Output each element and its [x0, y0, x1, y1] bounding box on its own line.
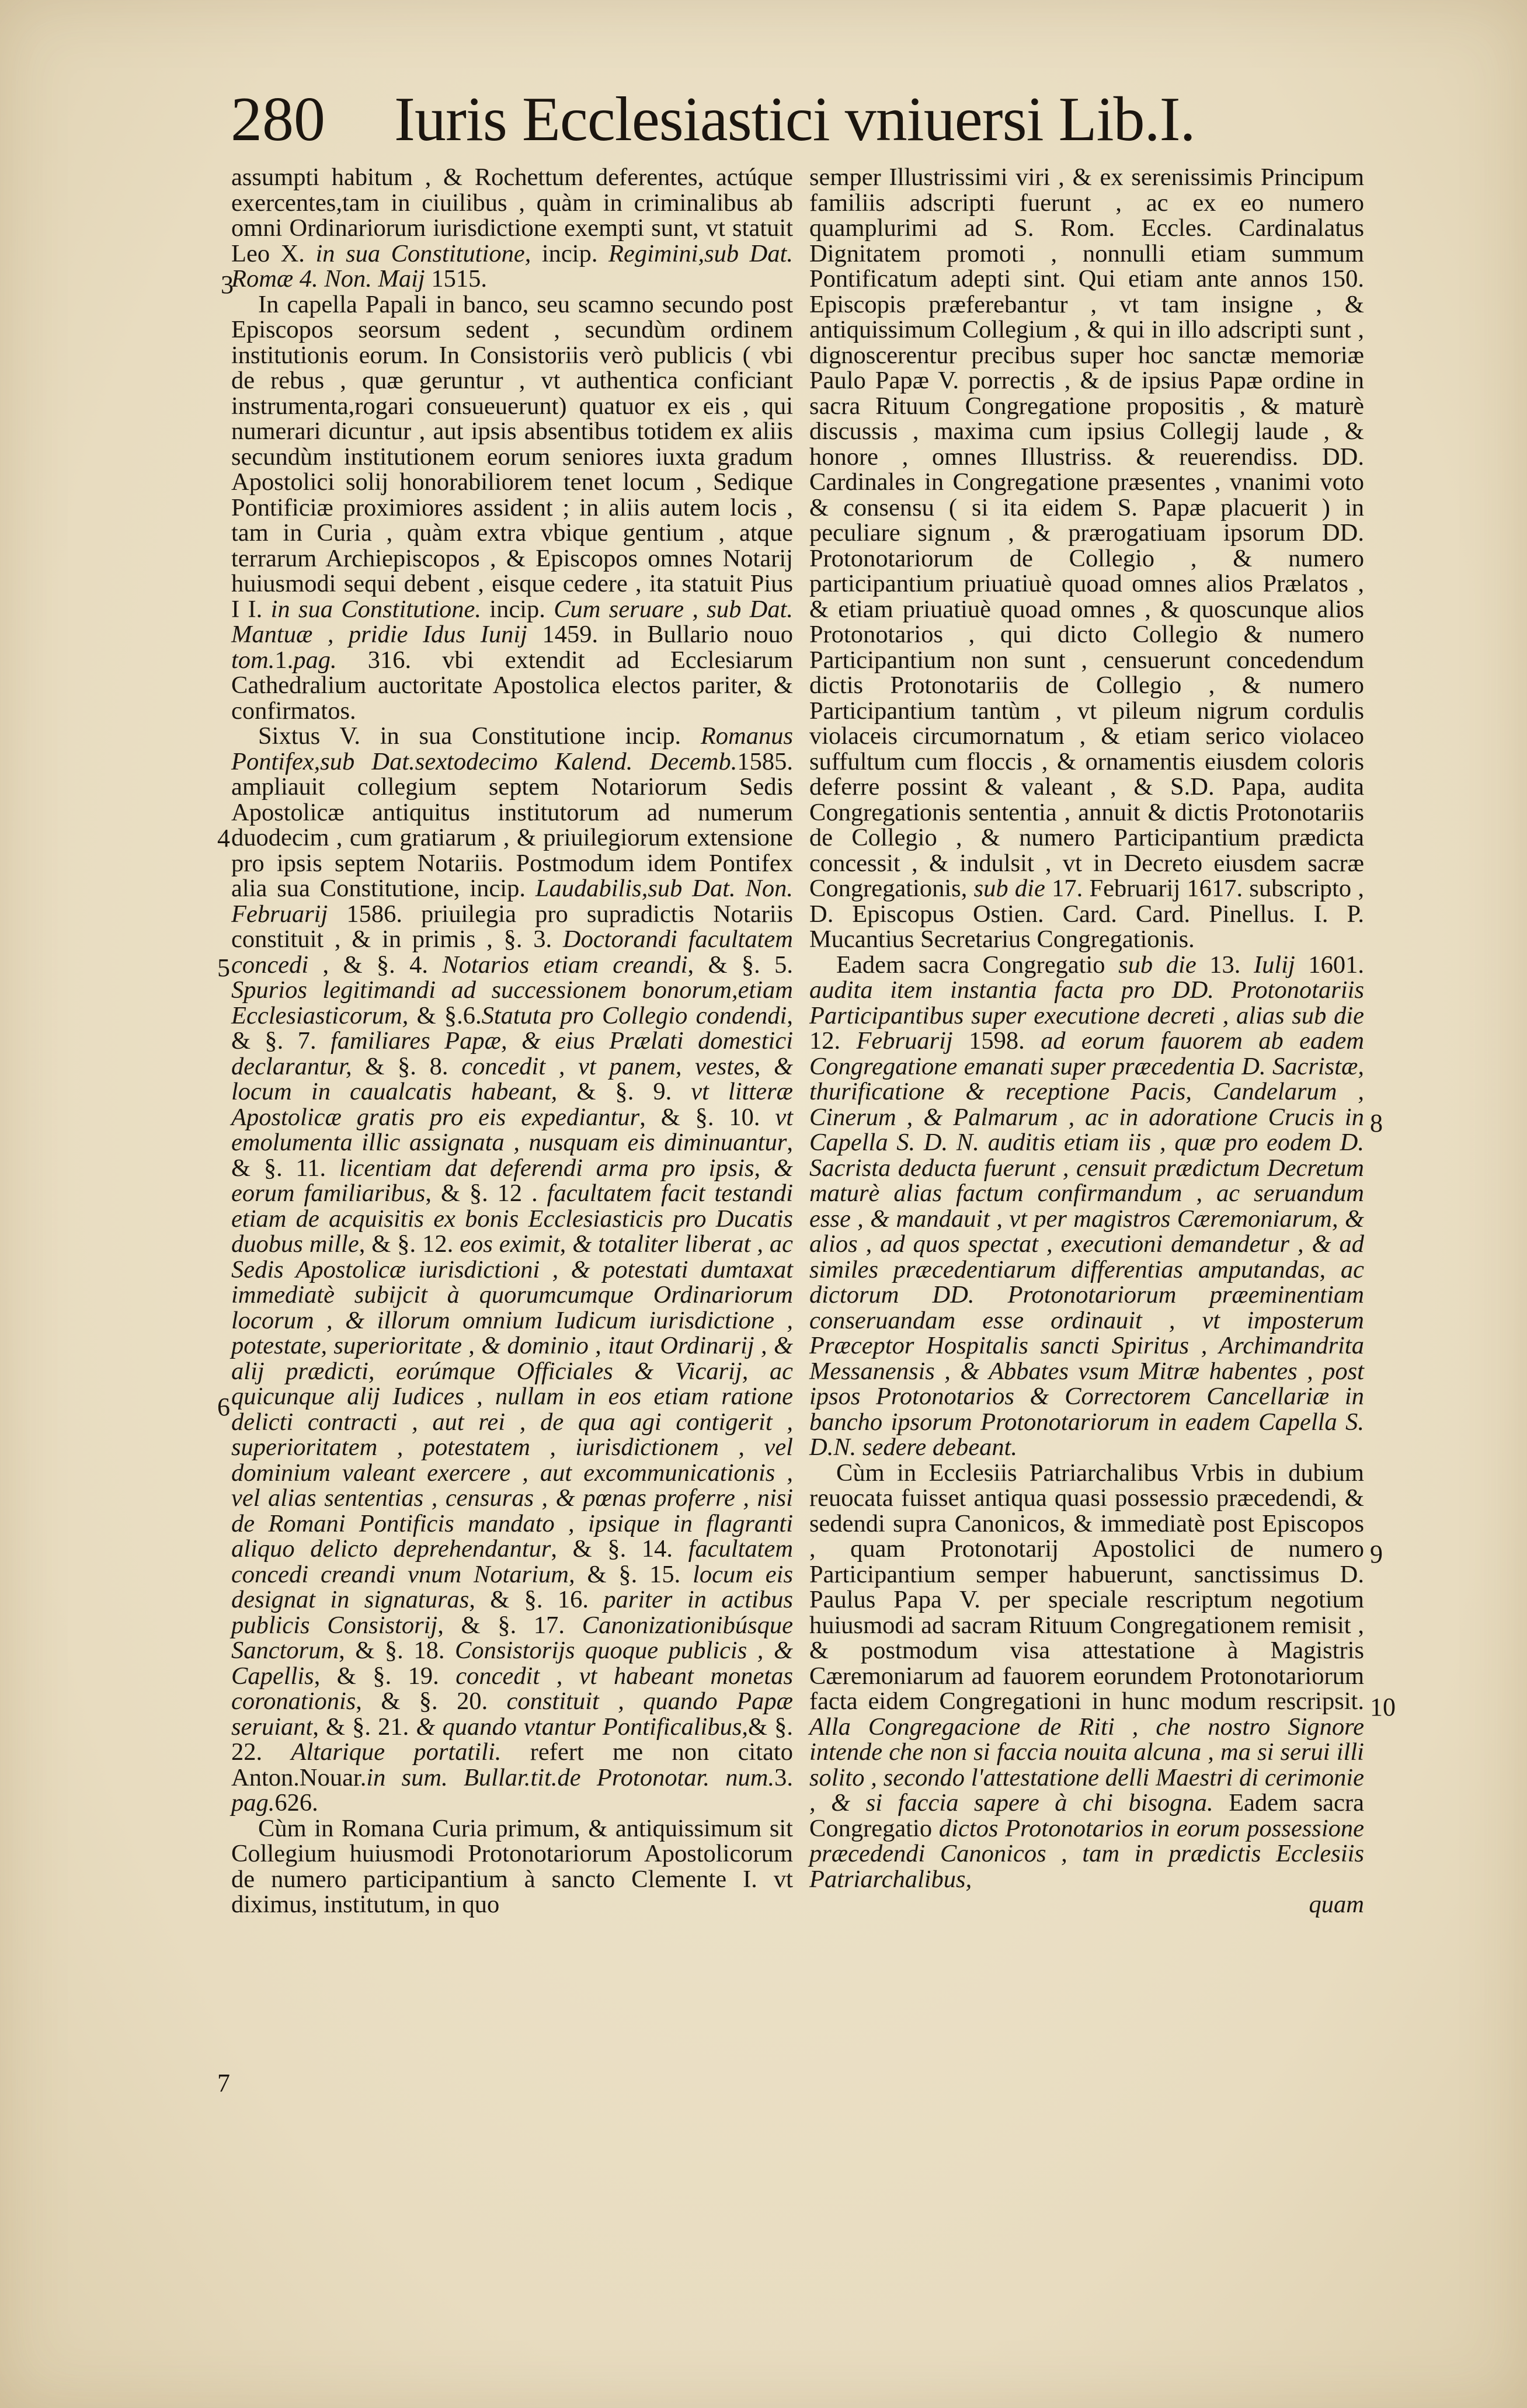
margin-number: 8 — [1370, 1109, 1383, 1137]
catchword: quam — [1309, 1891, 1364, 1918]
paragraph: assumpti habitum , & Rochettum deferentes, actúque exercentes,tam in ciuilibus , quàm in criminalibus ab omni Ordinariorum iurisdictione exempti sunt, vt statuit Leo X. in sua Constitutione, incip. Regimini,sub Dat. Romæ 4. Non. Maij 1515. — [231, 163, 794, 293]
paragraph: Cùm in Ecclesiis Patriarchalibus Vrbis in dubium reuocata fuisset antiqua quasi possessio præcedendi, & sedendi supra Canonicos, & immediatè post Episcopos , quam Protonotarij Apostolici de numero Participantium semper habuerunt, sanctissimus D. Paulus Papa V. per speciale rescriptum negotium huiusmodi ad sacram Rituum Congregationem remisit , & postmodum visa attestatione à Magistris Cæremoniarum ad fauorem eorundem Protonotariorum facta eidem Congregationi in hunc modum rescripsit. Alla Congregacione de Riti , che nostro Signore intende che non si faccia nouita alcuna , ma si serui illi solito , secondo l'attestatione delli Maestri di cerimonie , & si faccia sapere à chi bisogna. Eadem sacra Congregatio dictos Protonotarios in eorum possessione præcedendi Canonicos , tam in prædictis Ecclesiis Patriarchalibus, — [809, 1459, 1365, 1893]
paragraph: semper Illustrissimi viri , & ex serenissimis Principum familiis adscripti fuerunt , ac ex eo numero quamplurimi ad S. Rom. Eccles. Cardinalatus Dignitatem promoti , nonnulli etiam summum Pontificatum adepti sint. Qui etiam ante annos 150. Episcopis præferebantur , vt tam insigne , & antiquissimum Collegium , & qui in illo adscripti sunt , dignoscerentur precibus super hoc sanctæ memoriæ Paulo Papæ V. porrectis , & de ipsius Papæ ordine in sacra Rituum Congregatione propositis , & maturè discussis , maxima cum ipsius Collegij laude , & honore , omnes Illustriss. & reuerendiss. DD. Cardinales in Congregatione præsentes , vnanimi voto & consensu ( si ita eidem S. Papæ placuerit ) in peculiare signum , & prærogatiuam ipsorum DD. Protonotariorum de Collegio , & numero participantium priuatiuè quoad omnes alios Prælatos , & etiam priuatiuè quoad omnes , & quoscunque alios Protonotarios , qui dicto Collegio & numero Participantium non sunt , censuerunt concedendum dictis Protonotariis de Collegio , & numero Participantium tantùm , vt pileum nigrum cordulis violaceis circumornatum , & etiam serico violaceo suffultum cum floccis , & ornamentis eiusdem coloris deferre possint & valeant , & S.D. Papa, audita Congregationis sententia , annuit & dictis Protonotariis de Collegio , & numero Participantium prædicta concessit , & indulsit , vt in Decreto eiusdem sacræ Congregationis, sub die 17. Februarij 1617. subscripto , D. Episcopus Ostien. Card. Card. Pinellus. I. P. Mucantius Secretarius Congregationis. — [809, 163, 1365, 953]
margin-number: 7 — [217, 2069, 230, 2097]
page-header — [231, 82, 1311, 158]
running-title: Iuris Ecclesiastici vniuersi Lib.I. — [394, 85, 1195, 154]
margin-number: 4 — [217, 824, 230, 852]
margin-number: 5 — [217, 954, 230, 982]
margin-number: 9 — [1370, 1540, 1383, 1568]
margin-number: 10 — [1370, 1693, 1396, 1721]
right-column — [809, 165, 1364, 1918]
margin-number: 3 — [221, 270, 234, 299]
paragraph: In capella Papali in banco, seu scamno secundo post Episcopos seorsum sedent , secundùm ordinem institutionis eorum. In Consistoriis verò publicis ( vbi de rebus , quæ geruntur , vt authentica conficiant instrumenta,rogari consueuerunt) quatuor ex eis , qui numerari dicuntur , aut ipsis absentibus totidem ex aliis secundùm institutionem eorum seniores iuxta gradum Apostolici solij honorabiliorem tenet locum , Sedique Pontificiæ proximiores assident ; in aliis autem locis , tam in Curia , quàm extra vbique gentium , atque terrarum Archiepiscopos , & Episcopos omnes Notarij huiusmodi sequi debent , eisque cedere , ita statuit Pius I I. in sua Constitutione. incip. Cum seruare , sub Dat. Mantuæ , pridie Idus Iunij 1459. in Bullario nouo tom.1.pag. 316. vbi extendit ad Ecclesiarum Cathedralium auctoritate Apostolica electos pariter, & confirmatos. — [231, 290, 794, 725]
paragraph: Sixtus V. in sua Constitutione incip. Romanus Pontifex,sub Dat.sextodecimo Kalend. Decemb.1585. ampliauit collegium septem Notariorum Sedis Apostolicæ antiquitus institutorum ad numerum duodecim , cum gratiarum , & priuilegiorum extensione pro ipsis septem Notariis. Postmodum idem Pontifex alia sua Constitutione, incip. Laudabilis,sub Dat. Non. Februarij 1586. priuilegia pro supradictis Notariis constituit , & in primis , §. 3. Doctorandi facultatem concedi , & §. 4. Notarios etiam creandi, & §. 5. Spurios legitimandi ad successionem bonorum,etiam Ecclesiasticorum, & §.6.Statuta pro Collegio condendi, & §. 7. familiares Papæ, & eius Prælati domestici declarantur, & §. 8. concedit , vt panem, vestes, & locum in caualcatis habeant, & §. 9. vt litteræ Apostolicæ gratis pro eis expediantur, & §. 10. vt emolumenta illic assignata , nusquam eis diminuantur, & §. 11. licentiam dat deferendi arma pro ipsis, & eorum familiaribus, & §. 12 . facultatem facit testandi etiam de acquisitis ex bonis Ecclesiasticis pro Ducatis duobus mille, & §. 12. eos eximit, & totaliter liberat , ac Sedis Apostolicæ iurisdictioni , & potestati dumtaxat immediatè subijcit à quorumcumque Ordinariorum locorum , & illorum omnium Iudicum iurisdictione , potestate, superioritate , & dominio , itaut Ordinarij , & alij prædicti, eorúmque Officiales & Vicarij, ac quicunque alij Iudices , nullam in eos etiam ratione delicti contracti , aut rei , de qua agi contigerit , superioritatem , potestatem , iurisdictionem , vel dominium valeant exercere , aut excommunicationis , vel alias sententias , censuras , & pœnas proferre , nisi de Romani Pontificis mandato , ipsique in flagranti aliquo delicto deprehendantur, & §. 14. facultatem concedi creandi vnum Notarium, & §. 15. locum eis designat in signaturas, & §. 16. pariter in actibus publicis Consistorij, & §. 17. Canonizationibúsque Sanctorum, & §. 18. Consistorijs quoque publicis , & Capellis, & §. 19. concedit , vt habeant monetas coronationis, & §. 20. constituit , quando Papæ seruiant, & §. 21. & quando vtantur Pontificalibus,& §. 22. Altarique portatili. refert me non citato Anton.Nouar.in sum. Bullar.tit.de Protonotar. num.3. pag.626. — [231, 722, 794, 1817]
paragraph: Eadem sacra Congregatio sub die 13. Iulij 1601. audita item instantia facta pro DD. Protonotariis Participantibus super executione decreti , alias sub die 12. Februarij 1598. ad eorum fauorem ab eadem Congregatione emanati super præcedentia D. Sacristæ, thurificatione & receptione Pacis, Candelarum , Cinerum , & Palmarum , ac in adoratione Crucis in Capella S. D. N. auditis etiam iis , quæ pro eodem D. Sacrista deducta fuerunt , censuit prædictum Decretum maturè alias factum confirmandum , ac seruandum esse , & mandauit , vt per magistros Cæremoniarum, & alios , ad quos spectat , executioni demandetur , & ad similes præcedentiarum differentias amputandas, ac dictorum DD. Protonotariorum præeminentiam conseruandam esse ordinauit , vt imposterum Præceptor Hospitalis sancti Spiritus , Archimandrita Messanensis , & Abbates vsum Mitræ habentes , post ipsos Protonotarios & Correctorem Cancellariæ in bancho ipsorum Protonotariorum in eadem Capella S. D.N. sedere debeant. — [809, 951, 1365, 1461]
margin-number: 6 — [217, 1393, 230, 1421]
page-number: 280 — [231, 85, 325, 154]
left-column — [231, 165, 793, 1918]
paragraph: Cùm in Romana Curia primum, & antiquissimum sit Collegium huiusmodi Protonotariorum Apostolicorum de numero participantium à sancto Clemente I. vt diximus, institutum, in quo — [231, 1814, 793, 1918]
